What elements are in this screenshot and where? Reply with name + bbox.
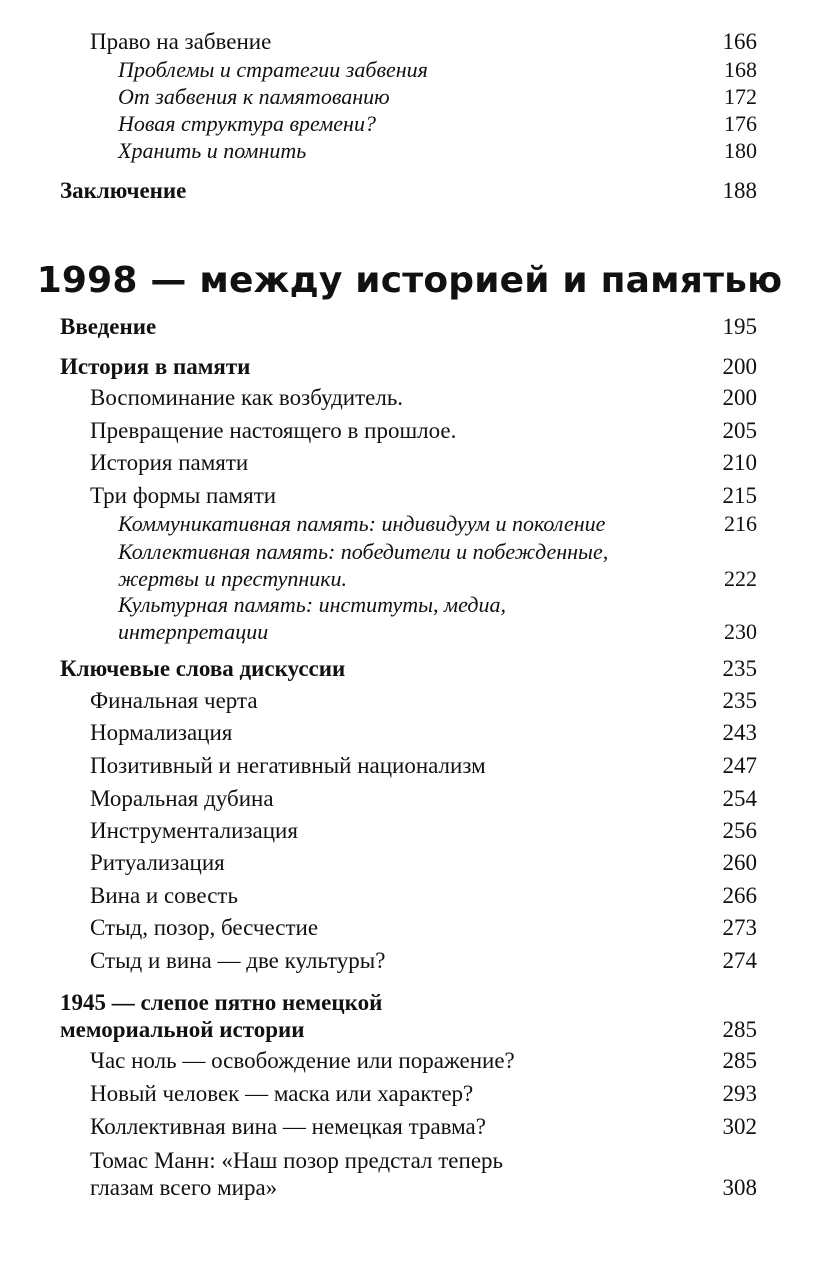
toc-entry-page: 180	[724, 138, 757, 163]
toc-entry-title: Коллективная вина — немецкая травма?	[90, 1114, 486, 1139]
toc-entry	[90, 1047, 757, 1074]
toc-entry-page: 247	[722, 753, 757, 778]
toc-entry	[118, 591, 757, 645]
toc-entry-title-line: Коллективная память: победители и побежденные,	[118, 539, 609, 564]
toc-entry-page: 210	[722, 450, 757, 475]
toc-entry-page: 216	[724, 511, 757, 536]
toc-entry	[90, 914, 757, 941]
toc-entry	[90, 947, 757, 974]
toc-entry-title: Стыд и вина — две культуры?	[90, 948, 386, 973]
toc-entry-page: 256	[722, 818, 757, 843]
toc-entry-title	[118, 591, 697, 645]
toc-entry-title: От забвения к памятованию	[118, 84, 390, 109]
toc-entry-title: Позитивный и негативный национализм	[90, 753, 486, 778]
toc-entry-title-line: жертвы и преступники.	[118, 566, 348, 591]
toc-entry-page: 266	[722, 883, 757, 908]
toc-entry-title-line: интерпретации	[118, 619, 269, 644]
toc-entry-title: Нормализация	[90, 720, 233, 745]
toc-entry-page: 168	[724, 57, 757, 82]
toc-entry	[90, 417, 757, 444]
toc-entry-title: Вина и совесть	[90, 883, 238, 908]
toc-entry-page: 215	[722, 483, 757, 508]
toc-entry-title: История памяти	[90, 450, 249, 475]
toc-entry-page: 166	[722, 29, 757, 54]
toc-entry-page: 308	[722, 1175, 757, 1200]
toc-entry	[90, 849, 757, 876]
toc-entry-title: Финальная черта	[90, 688, 258, 713]
toc-entry-title-line: 1945 — слепое пятно немецкой	[60, 990, 383, 1015]
toc-entry-title: Превращение настоящего в прошлое.	[90, 418, 457, 443]
toc-entry	[90, 1080, 757, 1107]
toc-entry-page: 200	[722, 385, 757, 410]
toc-entry	[60, 655, 757, 682]
toc-entry-page: 274	[722, 948, 757, 973]
toc-entry	[90, 882, 757, 909]
toc-entry-title: История в памяти	[60, 354, 251, 379]
toc-entry-page: 302	[722, 1114, 757, 1139]
toc-entry-page: 273	[722, 915, 757, 940]
toc-entry	[90, 482, 757, 509]
toc-entry-title: Инструментализация	[90, 818, 298, 843]
toc-entry-page: 200	[722, 354, 757, 379]
toc-entry-title	[60, 989, 697, 1043]
toc-entry-title: Моральная дубина	[90, 786, 274, 811]
toc-entry-title: Час ноль — освобождение или поражение?	[90, 1048, 515, 1073]
toc-entry	[90, 384, 757, 411]
toc-entry-page: 195	[722, 314, 757, 339]
toc-entry-title: Воспоминание как возбудитель.	[90, 385, 404, 410]
toc-entry-title: Ключевые слова дискуссии	[60, 656, 346, 681]
toc-entry	[118, 56, 757, 83]
toc-entry-page: 172	[724, 84, 757, 109]
section-title: 1998 — между историей и памятью	[36, 260, 783, 301]
toc-entry-title: Хранить и помнить	[118, 138, 307, 163]
toc-entry-page: 235	[722, 688, 757, 713]
toc-entry-page: 230	[724, 619, 757, 644]
toc-entry-page: 243	[722, 720, 757, 745]
toc-entry	[90, 28, 757, 55]
toc-entry-page: 205	[722, 418, 757, 443]
toc-entry-title: Коммуникативная память: индивидуум и поколение	[118, 511, 606, 536]
toc-entry	[60, 353, 757, 380]
toc-entry-title: Проблемы и стратегии забвения	[118, 57, 428, 82]
toc-entry	[90, 752, 757, 779]
toc-entry-title: Введение	[60, 314, 157, 339]
toc-entry	[90, 449, 757, 476]
toc-entry	[118, 510, 757, 537]
toc-entry-page: 285	[722, 1048, 757, 1073]
toc-entry-page: 222	[724, 566, 757, 591]
toc-entry-page: 188	[722, 178, 757, 203]
toc-entry-title: Новая структура времени?	[118, 111, 376, 136]
toc-entry-page: 260	[722, 850, 757, 875]
toc-entry	[90, 687, 757, 714]
toc-entry-page: 285	[722, 1017, 757, 1042]
toc-entry-title-line: глазам всего мира»	[90, 1175, 278, 1200]
toc-entry-title: Право на забвение	[90, 29, 272, 54]
toc-entry-page: 293	[722, 1081, 757, 1106]
toc-entry	[60, 177, 757, 204]
toc-entry-page: 176	[724, 111, 757, 136]
toc-entry	[90, 1147, 757, 1201]
toc-entry	[60, 313, 757, 340]
toc-entry	[90, 785, 757, 812]
toc-entry-title: Три формы памяти	[90, 483, 277, 508]
toc-entry-title	[90, 1147, 697, 1201]
toc-entry-title-line: Культурная память: институты, медиа,	[118, 592, 506, 617]
toc-entry	[118, 110, 757, 137]
toc-entry	[60, 989, 757, 1043]
toc-entry	[118, 83, 757, 110]
toc-entry-title: Новый человек — маска или характер?	[90, 1081, 474, 1106]
toc-entry-title: Стыд, позор, бесчестие	[90, 915, 319, 940]
toc-entry-title: Ритуализация	[90, 850, 225, 875]
toc-entry-title-line: Томас Манн: «Наш позор предстал теперь	[90, 1148, 504, 1173]
toc-entry-page: 254	[722, 786, 757, 811]
toc-entry	[90, 817, 757, 844]
toc-entry	[90, 719, 757, 746]
toc-entry	[90, 1113, 757, 1140]
toc-entry-page: 235	[722, 656, 757, 681]
toc-entry-title: Заключение	[60, 178, 187, 203]
toc-entry	[118, 137, 757, 164]
toc-entry-title	[118, 538, 697, 592]
toc-entry	[118, 538, 757, 592]
toc-entry-title-line: мемориальной истории	[60, 1017, 305, 1042]
